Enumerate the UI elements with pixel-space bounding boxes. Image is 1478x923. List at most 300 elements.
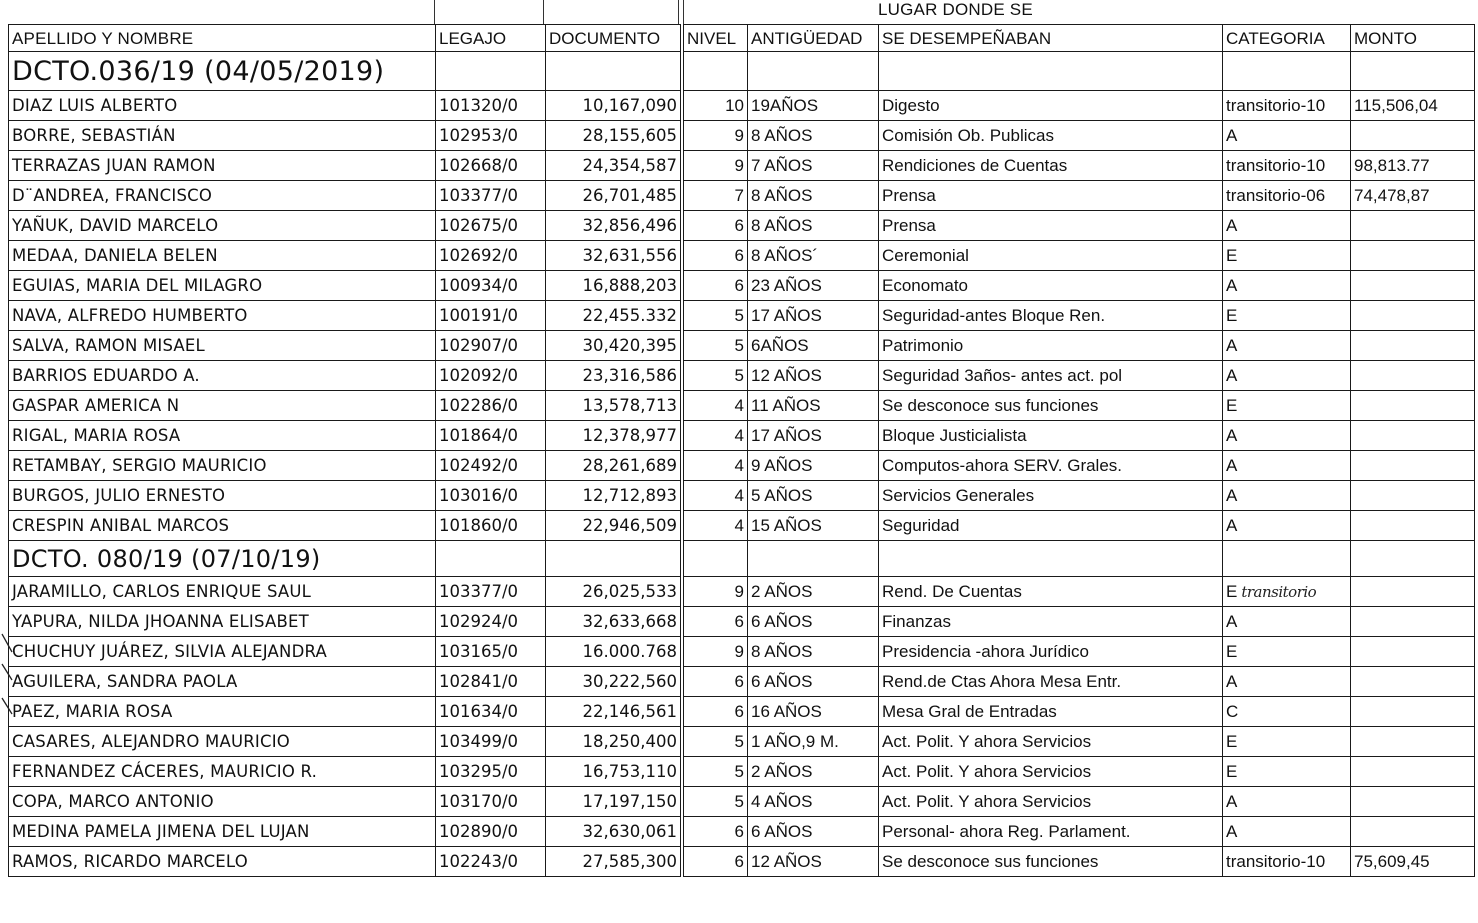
cell-documento-text: 26,025,533 [582,582,677,601]
table-row [9,361,1475,391]
cell-legajo-text: 103165/0 [439,642,519,661]
empty-cell [546,541,683,577]
cell-categoria [1223,121,1351,151]
cell-nivel [682,331,748,361]
cell-name-text: RIGAL, MARIA ROSA [12,426,181,445]
cell-name-text: AGUILERA, SANDRA PAOLA [12,672,238,691]
handwritten-note: transitorio [1241,582,1317,601]
cell-categoria-text: C [1226,701,1239,721]
cell-documento [546,421,683,451]
cell-legajo-text: 103170/0 [439,792,519,811]
cell-documento [546,481,683,511]
cell-name [9,271,436,301]
table-row [9,91,1475,121]
cell-documento [546,181,683,211]
cell-name-text: RAMOS, RICARDO MARCELO [12,852,248,871]
cell-name-text: CHUCHUY JUÁREZ, SILVIA ALEJANDRA [12,642,327,661]
cell-legajo-text: 101320/0 [439,96,519,115]
cell-documento [546,511,683,541]
table-row [9,151,1475,181]
handwritten-margin-marks [0,630,20,720]
cell-nivel-text: 6 [734,851,744,871]
cell-categoria [1223,151,1351,181]
cell-name [9,637,436,667]
section-title: DCTO.036/19 (04/05/2019) [9,52,436,91]
cell-antiguedad-text: 8 AÑOS´ [751,245,819,265]
cell-documento-text: 27,585,300 [582,852,677,871]
cell-legajo [436,331,546,361]
cell-categoria-text: A [1226,455,1238,475]
cell-name-text: CASARES, ALEJANDRO MAURICIO [12,732,290,751]
cell-legajo-text: 102492/0 [439,456,519,475]
table-row [9,211,1475,241]
cell-documento [546,451,683,481]
cell-nivel [682,361,748,391]
cell-documento-text: 24,354,587 [582,156,677,175]
cell-legajo [436,757,546,787]
cell-legajo-text: 102092/0 [439,366,519,385]
cell-name-text: PAEZ, MARIA ROSA [12,702,173,721]
header-divider [543,0,544,24]
cell-name-text: RETAMBAY, SERGIO MAURICIO [12,456,267,475]
cell-monto [1351,421,1475,451]
cell-nivel-text: 5 [734,761,744,781]
cell-name [9,331,436,361]
table-row [9,241,1475,271]
cell-monto [1351,331,1475,361]
cell-name [9,787,436,817]
cell-categoria-text: A [1226,125,1238,145]
cell-categoria-text: A [1226,335,1238,355]
column-header-nivel: NIVEL [682,25,748,52]
cell-antiguedad-text: 5 AÑOS [751,485,813,505]
cell-antiguedad-text: 8 AÑOS [751,125,813,145]
cell-nivel-text: 9 [734,641,744,661]
cell-legajo [436,637,546,667]
cell-nivel [682,91,748,121]
cell-legajo-text: 103499/0 [439,732,519,751]
section-title: DCTO. 080/19 (07/10/19) [9,541,436,577]
cell-nivel-text: 5 [734,791,744,811]
cell-name [9,181,436,211]
empty-cell [748,52,879,91]
cell-categoria-text: E [1226,581,1238,601]
table-row [9,727,1475,757]
cell-lugar-text: Se desconoce sus funciones [882,851,1099,871]
empty-cell [436,52,546,91]
cell-lugar [879,607,1223,637]
cell-lugar [879,817,1223,847]
cell-categoria-text: transitorio-06 [1226,185,1326,205]
cell-monto [1351,697,1475,727]
cell-documento-text: 32,856,496 [582,216,677,235]
cell-legajo [436,301,546,331]
table-row [9,391,1475,421]
cell-monto [1351,301,1475,331]
cell-legajo-text: 102675/0 [439,216,519,235]
cell-nivel [682,847,748,877]
cell-categoria [1223,757,1351,787]
cell-documento [546,757,683,787]
cell-monto [1351,511,1475,541]
cell-categoria [1223,331,1351,361]
cell-legajo [436,481,546,511]
cell-name [9,151,436,181]
cell-documento-text: 22,146,561 [582,702,677,721]
cell-name-text: NAVA, ALFREDO HUMBERTO [12,306,248,325]
cell-antiguedad-text: 2 AÑOS [751,761,813,781]
cell-legajo-text: 101864/0 [439,426,519,445]
cell-antiguedad-text: 17 AÑOS [751,425,822,445]
cell-documento-text: 30,222,560 [582,672,677,691]
cell-legajo [436,817,546,847]
cell-name [9,757,436,787]
cell-legajo-text: 102907/0 [439,336,519,355]
cell-documento [546,847,683,877]
cell-name [9,667,436,697]
cell-documento [546,151,683,181]
cell-legajo-text: 100934/0 [439,276,519,295]
column-header-categoria: CATEGORIA [1223,25,1351,52]
cell-name [9,697,436,727]
cell-documento [546,727,683,757]
cell-lugar [879,241,1223,271]
cell-legajo [436,361,546,391]
cell-categoria-text: A [1226,485,1238,505]
column-header-legajo: LEGAJO [436,25,546,52]
cell-legajo [436,421,546,451]
cell-nivel [682,727,748,757]
table-row [9,421,1475,451]
cell-categoria-text: A [1226,515,1238,535]
cell-antiguedad [748,121,879,151]
cell-categoria [1223,421,1351,451]
cell-nivel-text: 6 [734,245,744,265]
table-row [9,577,1475,607]
cell-categoria-text: E [1226,761,1238,781]
cell-monto [1351,361,1475,391]
cell-antiguedad-text: 15 AÑOS [751,515,822,535]
cell-nivel [682,637,748,667]
cell-documento [546,91,683,121]
cell-nivel-text: 6 [734,275,744,295]
cell-categoria [1223,451,1351,481]
cell-monto [1351,727,1475,757]
cell-nivel [682,787,748,817]
cell-documento-text: 32,630,061 [582,822,677,841]
cell-monto [1351,607,1475,637]
cell-monto [1351,121,1475,151]
cell-nivel-text: 9 [734,155,744,175]
cell-antiguedad [748,271,879,301]
cell-documento-text: 30,420,395 [582,336,677,355]
cell-antiguedad [748,151,879,181]
cell-nivel-text: 6 [734,821,744,841]
cell-lugar-text: Rend.de Ctas Ahora Mesa Entr. [882,671,1122,691]
cell-monto [1351,481,1475,511]
cell-legajo-text: 103016/0 [439,486,519,505]
cell-documento [546,331,683,361]
cell-monto-text: 75,609,45 [1354,851,1430,871]
cell-legajo [436,91,546,121]
cell-nivel-text: 4 [734,485,744,505]
cell-nivel [682,607,748,637]
cell-nivel [682,697,748,727]
cell-legajo [436,577,546,607]
cell-antiguedad-text: 6 AÑOS [751,671,813,691]
cell-categoria [1223,847,1351,877]
cell-monto [1351,451,1475,481]
cell-antiguedad [748,241,879,271]
cell-lugar-text: Prensa [882,185,936,205]
cell-categoria-text: E [1226,731,1238,751]
cell-documento [546,577,683,607]
cell-name [9,817,436,847]
cell-monto [1351,667,1475,697]
cell-documento-text: 16,753,110 [582,762,677,781]
cell-documento [546,667,683,697]
cell-nivel-text: 6 [734,215,744,235]
cell-lugar-text: Se desconoce sus funciones [882,395,1099,415]
cell-categoria-text: A [1226,791,1238,811]
cell-name-text: JARAMILLO, CARLOS ENRIQUE SAUL [12,582,312,601]
cell-nivel-text: 7 [734,185,744,205]
cell-nivel-text: 9 [734,581,744,601]
cell-nivel [682,211,748,241]
cell-name [9,391,436,421]
cell-documento-text: 17,197,150 [582,792,677,811]
empty-cell [1351,52,1475,91]
cell-categoria-text: E [1226,395,1238,415]
cell-nivel-text: 5 [734,365,744,385]
cell-documento [546,241,683,271]
table-row [9,121,1475,151]
empty-cell [436,541,546,577]
cell-antiguedad [748,301,879,331]
cell-lugar-text: Digesto [882,95,940,115]
cell-antiguedad-text: 19AÑOS [751,95,819,115]
cell-documento [546,607,683,637]
cell-monto [1351,577,1475,607]
cell-antiguedad-text: 8 AÑOS [751,641,813,661]
cell-legajo [436,451,546,481]
cell-nivel [682,181,748,211]
cell-legajo-text: 101634/0 [439,702,519,721]
cell-nivel [682,577,748,607]
cell-legajo-text: 103295/0 [439,762,519,781]
cell-categoria [1223,787,1351,817]
cell-legajo [436,271,546,301]
cell-lugar-text: Computos-ahora SERV. Grales. [882,455,1123,475]
cell-categoria [1223,577,1351,607]
cell-antiguedad [748,211,879,241]
cell-name-text: COPA, MARCO ANTONIO [12,792,214,811]
cell-lugar-text: Prensa [882,215,936,235]
cell-nivel-text: 4 [734,515,744,535]
cell-documento-text: 12,712,893 [582,486,677,505]
cell-monto [1351,847,1475,877]
cell-antiguedad-text: 23 AÑOS [751,275,822,295]
cell-nivel-text: 9 [734,125,744,145]
column-caption-lugar: LUGAR DONDE SE [878,0,1033,19]
cell-documento [546,391,683,421]
cell-categoria-text: E [1226,305,1238,325]
cell-name-text: GASPAR AMERICA N [12,396,180,415]
cell-documento-text: 18,250,400 [582,732,677,751]
cell-categoria [1223,637,1351,667]
cell-categoria [1223,727,1351,757]
cell-lugar [879,727,1223,757]
cell-legajo-text: 100191/0 [439,306,519,325]
cell-lugar-text: Act. Polit. Y ahora Servicios [882,731,1092,751]
column-header-lugar: SE DESEMPEÑABAN [879,25,1223,52]
cell-antiguedad [748,331,879,361]
cell-antiguedad [748,847,879,877]
cell-documento [546,211,683,241]
cell-documento-text: 13,578,713 [582,396,677,415]
cell-nivel-text: 6 [734,701,744,721]
cell-legajo [436,241,546,271]
cell-lugar-text: Comisión Ob. Publicas [882,125,1054,145]
cell-legajo [436,727,546,757]
cell-nivel [682,241,748,271]
cell-antiguedad-text: 6 AÑOS [751,821,813,841]
table-row [9,481,1475,511]
cell-antiguedad [748,91,879,121]
cell-monto [1351,391,1475,421]
cell-lugar-text: Personal- ahora Reg. Parlament. [882,821,1131,841]
table-row [9,607,1475,637]
cell-name [9,481,436,511]
cell-documento-text: 28,155,605 [582,126,677,145]
cell-name-text: MEDAA, DANIELA BELEN [12,246,218,265]
cell-lugar-text: Act. Polit. Y ahora Servicios [882,791,1092,811]
cell-lugar-text: Seguridad-antes Bloque Ren. [882,305,1106,325]
cell-name-text: BURGOS, JULIO ERNESTO [12,486,226,505]
cell-lugar [879,577,1223,607]
cell-lugar [879,391,1223,421]
cell-monto [1351,817,1475,847]
cell-monto [1351,637,1475,667]
cell-categoria [1223,241,1351,271]
empty-cell [1351,541,1475,577]
cell-lugar-text: Mesa Gral de Entradas [882,701,1057,721]
cell-monto [1351,787,1475,817]
cell-antiguedad [748,817,879,847]
cell-legajo-text: 103377/0 [439,582,519,601]
cell-name [9,727,436,757]
cell-documento-text: 23,316,586 [582,366,677,385]
cell-categoria-text: transitorio-10 [1226,95,1326,115]
cell-categoria-text: A [1226,611,1238,631]
cell-categoria-text: E [1226,641,1238,661]
cell-documento-text: 32,631,556 [582,246,677,265]
cell-lugar [879,481,1223,511]
cell-lugar [879,511,1223,541]
cell-name [9,607,436,637]
cell-antiguedad-text: 12 AÑOS [751,365,822,385]
cell-documento-text: 12,378,977 [582,426,677,445]
cell-lugar-text: Rend. De Cuentas [882,581,1022,601]
cell-documento [546,121,683,151]
cell-name [9,211,436,241]
cell-monto [1351,151,1475,181]
table-header-row [9,25,1475,52]
cell-antiguedad-text: 1 AÑO,9 M. [751,731,839,751]
table-row [9,847,1475,877]
empty-cell [1223,541,1351,577]
cell-categoria [1223,211,1351,241]
cell-categoria-text: A [1226,425,1238,445]
cell-categoria-text: transitorio-10 [1226,155,1326,175]
cell-antiguedad-text: 6 AÑOS [751,611,813,631]
cell-legajo [436,121,546,151]
cell-legajo-text: 102668/0 [439,156,519,175]
cell-legajo-text: 102841/0 [439,672,519,691]
cell-monto [1351,271,1475,301]
cell-categoria [1223,667,1351,697]
cell-categoria [1223,697,1351,727]
cell-nivel-text: 4 [734,455,744,475]
cell-legajo [436,181,546,211]
cell-monto [1351,211,1475,241]
empty-cell [682,541,748,577]
cell-legajo-text: 101860/0 [439,516,519,535]
section-header-row [9,52,1475,91]
cell-nivel [682,271,748,301]
cell-lugar [879,787,1223,817]
cell-lugar-text: Patrimonio [882,335,964,355]
empty-cell [1223,52,1351,91]
cell-documento-text: 16.000.768 [582,642,677,661]
cell-lugar [879,121,1223,151]
column-header-name: APELLIDO Y NOMBRE [9,25,436,52]
cell-monto-text: 98,813.77 [1354,155,1430,175]
empty-cell [879,541,1223,577]
cell-name-text: EGUIAS, MARIA DEL MILAGRO [12,276,263,295]
empty-cell [748,541,879,577]
cell-nivel [682,451,748,481]
cell-legajo-text: 102243/0 [439,852,519,871]
cell-monto-text: 115,506,04 [1354,95,1438,115]
cell-lugar [879,637,1223,667]
cell-antiguedad-text: 12 AÑOS [751,851,822,871]
cell-lugar-text: Presidencia -ahora Jurídico [882,641,1089,661]
cell-nivel [682,421,748,451]
cell-antiguedad-text: 4 AÑOS [751,791,813,811]
cell-antiguedad [748,697,879,727]
cell-lugar-text: Bloque Justicialista [882,425,1027,445]
cell-documento-text: 26,701,485 [582,186,677,205]
cell-monto-text: 74,478,87 [1354,185,1430,205]
cell-nivel-text: 6 [734,611,744,631]
cell-documento-text: 28,261,689 [582,456,677,475]
cell-lugar [879,697,1223,727]
cell-legajo [436,211,546,241]
cell-categoria [1223,91,1351,121]
cell-lugar-text: Economato [882,275,968,295]
cell-monto [1351,757,1475,787]
cell-lugar-text: Act. Polit. Y ahora Servicios [882,761,1092,781]
cell-documento [546,271,683,301]
cell-documento-text: 22,455.332 [582,306,677,325]
cell-nivel [682,667,748,697]
cell-categoria [1223,607,1351,637]
cell-nivel-text: 10 [725,95,744,115]
cell-lugar [879,211,1223,241]
cell-documento-text: 16,888,203 [582,276,677,295]
cell-legajo-text: 102890/0 [439,822,519,841]
